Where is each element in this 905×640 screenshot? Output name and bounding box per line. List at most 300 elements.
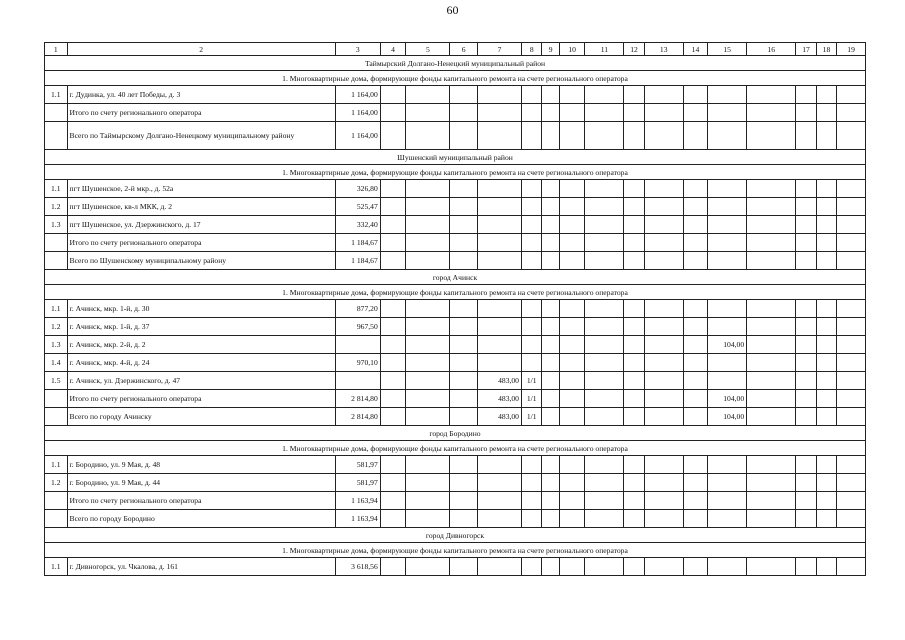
cell-col-17 [796,180,816,198]
row-address: г. Ачинск, мкр. 1-й, д. 30 [67,300,335,318]
row-col-8-value [521,252,541,270]
table-row [45,336,866,354]
row-col-7-value [477,474,521,492]
column-header-11: 11 [585,43,624,56]
cell-col-13 [644,318,683,336]
cell-col-5 [406,336,450,354]
cell-col-14 [683,122,708,150]
cell-col-6 [450,180,478,198]
cell-col-11 [585,354,624,372]
section-subtitle: 1. Многоквартирные дома, формирующие фонды капитального ремонта на счете регионального оператора [45,441,866,456]
table-row [45,510,866,528]
row-col-15-value [708,86,747,104]
cell-col-10 [559,234,585,252]
cell-col-6 [450,456,478,474]
table-row [45,474,866,492]
row-col-7-value [477,198,521,216]
cell-col-10 [559,492,585,510]
cell-col-17 [796,492,816,510]
cell-col-11 [585,558,624,576]
cell-col-14 [683,558,708,576]
cell-col-16 [747,198,796,216]
cell-col-6 [450,390,478,408]
cell-col-19 [837,408,866,426]
cell-col-10 [559,180,585,198]
row-address: Всего по Таймырскому Долгано-Ненецкому муниципальному району [67,122,335,150]
cell-col-12 [624,408,644,426]
row-amount: 1 164,00 [335,122,380,150]
row-amount: 326,80 [335,180,380,198]
row-col-15-value [708,234,747,252]
cell-col-17 [796,198,816,216]
column-header-5: 5 [406,43,450,56]
cell-col-11 [585,252,624,270]
cell-col-13 [644,456,683,474]
cell-col-9 [542,456,559,474]
cell-col-12 [624,180,644,198]
cell-col-5 [406,408,450,426]
cell-col-19 [837,372,866,390]
cell-col-4 [380,234,406,252]
cell-col-9 [542,234,559,252]
row-number: 1.1 [45,180,68,198]
cell-col-14 [683,354,708,372]
section-subtitle-row [45,441,866,456]
row-col-8-value [521,180,541,198]
row-col-15-value [708,252,747,270]
section-title-row [45,150,866,165]
row-col-8-value [521,456,541,474]
cell-col-16 [747,300,796,318]
section-subtitle: 1. Многоквартирные дома, формирующие фонды капитального ремонта на счете регионального оператора [45,165,866,180]
row-col-8-value [521,86,541,104]
cell-col-4 [380,122,406,150]
row-address: пгт Шушенское, 2-й мкр., д. 52а [67,180,335,198]
cell-col-9 [542,300,559,318]
cell-col-6 [450,408,478,426]
row-number: 1.2 [45,318,68,336]
cell-col-13 [644,300,683,318]
row-col-7-value: 483,00 [477,390,521,408]
row-col-7-value [477,104,521,122]
cell-col-17 [796,318,816,336]
cell-col-4 [380,180,406,198]
row-amount: 1 163,94 [335,510,380,528]
cell-col-4 [380,456,406,474]
cell-col-17 [796,372,816,390]
row-col-15-value [708,354,747,372]
row-col-8-value [521,104,541,122]
cell-col-13 [644,390,683,408]
row-address: Всего по городу Бородино [67,510,335,528]
column-header-14: 14 [683,43,708,56]
row-col-15-value [708,216,747,234]
row-number: 1.4 [45,354,68,372]
column-header-19: 19 [837,43,866,56]
row-number: 1.1 [45,86,68,104]
cell-col-10 [559,408,585,426]
cell-col-12 [624,474,644,492]
table-row [45,390,866,408]
row-number: 1.3 [45,216,68,234]
cell-col-6 [450,474,478,492]
cell-col-14 [683,198,708,216]
cell-col-12 [624,456,644,474]
cell-col-18 [816,104,836,122]
cell-col-16 [747,474,796,492]
cell-col-17 [796,216,816,234]
cell-col-4 [380,216,406,234]
cell-col-19 [837,474,866,492]
section-title: город Бородино [45,426,866,441]
column-header-3: 3 [335,43,380,56]
row-number: 1.2 [45,198,68,216]
row-amount: 1 184,67 [335,234,380,252]
cell-col-6 [450,234,478,252]
cell-col-10 [559,372,585,390]
table-row [45,558,866,576]
section-subtitle-row [45,285,866,300]
cell-col-19 [837,558,866,576]
cell-col-13 [644,198,683,216]
row-number: 1.2 [45,474,68,492]
cell-col-13 [644,104,683,122]
cell-col-18 [816,234,836,252]
cell-col-10 [559,456,585,474]
cell-col-4 [380,390,406,408]
cell-col-13 [644,354,683,372]
column-header-17: 17 [796,43,816,56]
cell-col-10 [559,318,585,336]
cell-col-19 [837,86,866,104]
cell-col-9 [542,558,559,576]
cell-col-19 [837,456,866,474]
table-row [45,354,866,372]
row-amount: 3 618,56 [335,558,380,576]
section-subtitle: 1. Многоквартирные дома, формирующие фонды капитального ремонта на счете регионального оператора [45,543,866,558]
cell-col-16 [747,318,796,336]
row-address: г. Ачинск, ул. Дзержинского, д. 47 [67,372,335,390]
cell-col-18 [816,122,836,150]
row-amount: 332,40 [335,216,380,234]
row-col-7-value [477,252,521,270]
cell-col-9 [542,104,559,122]
section-title: город Ачинск [45,270,866,285]
row-col-15-value [708,104,747,122]
row-address: Всего по Шушенскому муниципальному району [67,252,335,270]
row-number [45,122,68,150]
cell-col-18 [816,408,836,426]
cell-col-19 [837,510,866,528]
section-title: Шушенский муниципальный район [45,150,866,165]
cell-col-9 [542,390,559,408]
row-col-15-value: 104,00 [708,390,747,408]
cell-col-18 [816,300,836,318]
cell-col-6 [450,86,478,104]
cell-col-17 [796,474,816,492]
cell-col-10 [559,198,585,216]
row-amount [335,336,380,354]
section-subtitle-row [45,543,866,558]
cell-col-14 [683,372,708,390]
column-header-2: 2 [67,43,335,56]
cell-col-13 [644,122,683,150]
cell-col-5 [406,180,450,198]
cell-col-11 [585,510,624,528]
row-col-8-value [521,336,541,354]
cell-col-9 [542,216,559,234]
cell-col-11 [585,390,624,408]
row-number [45,510,68,528]
cell-col-4 [380,558,406,576]
row-col-7-value [477,510,521,528]
row-col-8-value [521,122,541,150]
row-col-7-value [477,336,521,354]
cell-col-14 [683,492,708,510]
cell-col-11 [585,474,624,492]
cell-col-10 [559,390,585,408]
cell-col-19 [837,336,866,354]
row-amount: 2 814,80 [335,408,380,426]
cell-col-14 [683,474,708,492]
row-number [45,408,68,426]
cell-col-19 [837,318,866,336]
cell-col-12 [624,318,644,336]
cell-col-12 [624,86,644,104]
row-col-15-value [708,122,747,150]
row-address: Итого по счету регионального оператора [67,234,335,252]
cell-col-5 [406,492,450,510]
row-number [45,390,68,408]
cell-col-12 [624,300,644,318]
row-number: 1.1 [45,558,68,576]
cell-col-4 [380,300,406,318]
cell-col-10 [559,510,585,528]
row-number: 1.1 [45,300,68,318]
row-number [45,492,68,510]
cell-col-5 [406,252,450,270]
cell-col-18 [816,474,836,492]
column-header-7: 7 [477,43,521,56]
row-address: г. Ачинск, мкр. 4-й, д. 24 [67,354,335,372]
row-col-15-value: 104,00 [708,336,747,354]
cell-col-13 [644,510,683,528]
row-address: г. Дивногорск, ул. Чкалова, д. 161 [67,558,335,576]
cell-col-14 [683,234,708,252]
cell-col-11 [585,104,624,122]
cell-col-9 [542,474,559,492]
row-col-7-value: 483,00 [477,408,521,426]
cell-col-9 [542,372,559,390]
row-col-7-value [477,122,521,150]
cell-col-16 [747,122,796,150]
section-title-row [45,528,866,543]
cell-col-18 [816,198,836,216]
row-col-7-value: 483,00 [477,372,521,390]
cell-col-18 [816,336,836,354]
cell-col-13 [644,558,683,576]
cell-col-13 [644,216,683,234]
column-header-12: 12 [624,43,644,56]
cell-col-4 [380,198,406,216]
row-col-8-value [521,234,541,252]
cell-col-10 [559,336,585,354]
row-col-7-value [477,354,521,372]
cell-col-6 [450,252,478,270]
cell-col-10 [559,122,585,150]
cell-col-16 [747,558,796,576]
cell-col-17 [796,558,816,576]
cell-col-16 [747,510,796,528]
row-col-8-value: 1/1 [521,390,541,408]
row-amount: 581,97 [335,456,380,474]
row-col-8-value: 1/1 [521,372,541,390]
cell-col-5 [406,300,450,318]
row-address: пгт Шушенское, ул. Дзержинского, д. 17 [67,216,335,234]
cell-col-13 [644,252,683,270]
cell-col-12 [624,198,644,216]
section-title: город Дивногорск [45,528,866,543]
cell-col-11 [585,336,624,354]
row-col-8-value: 1/1 [521,408,541,426]
cell-col-17 [796,510,816,528]
cell-col-5 [406,234,450,252]
cell-col-13 [644,234,683,252]
table-row [45,408,866,426]
cell-col-14 [683,510,708,528]
cell-col-18 [816,558,836,576]
cell-col-14 [683,252,708,270]
cell-col-9 [542,336,559,354]
cell-col-18 [816,318,836,336]
table-row [45,492,866,510]
row-amount: 1 164,00 [335,86,380,104]
cell-col-19 [837,122,866,150]
row-col-7-value [477,180,521,198]
cell-col-11 [585,300,624,318]
cell-col-4 [380,372,406,390]
column-header-15: 15 [708,43,747,56]
row-col-7-value [477,492,521,510]
cell-col-12 [624,372,644,390]
cell-col-6 [450,492,478,510]
row-col-15-value [708,492,747,510]
cell-col-14 [683,300,708,318]
row-col-15-value [708,558,747,576]
section-title-row [45,56,866,71]
cell-col-18 [816,216,836,234]
cell-col-13 [644,492,683,510]
cell-col-5 [406,216,450,234]
row-number: 1.5 [45,372,68,390]
cell-col-11 [585,86,624,104]
column-header-10: 10 [559,43,585,56]
column-header-16: 16 [747,43,796,56]
section-subtitle-row [45,165,866,180]
cell-col-6 [450,318,478,336]
page-number: 60 [446,3,459,17]
row-col-8-value [521,300,541,318]
section-subtitle: 1. Многоквартирные дома, формирующие фонды капитального ремонта на счете регионального оператора [45,285,866,300]
row-col-15-value [708,474,747,492]
cell-col-9 [542,180,559,198]
cell-col-14 [683,318,708,336]
row-address: г. Ачинск, мкр. 2-й, д. 2 [67,336,335,354]
cell-col-16 [747,372,796,390]
cell-col-5 [406,510,450,528]
row-address: г. Ачинск, мкр. 1-й, д. 37 [67,318,335,336]
cell-col-11 [585,122,624,150]
cell-col-10 [559,86,585,104]
row-col-7-value [477,558,521,576]
cell-col-18 [816,492,836,510]
cell-col-18 [816,510,836,528]
row-col-8-value [521,492,541,510]
cell-col-9 [542,354,559,372]
column-header-1: 1 [45,43,68,56]
row-amount: 525,47 [335,198,380,216]
column-header-13: 13 [644,43,683,56]
cell-col-19 [837,300,866,318]
cell-col-5 [406,86,450,104]
cell-col-16 [747,252,796,270]
row-col-8-value [521,318,541,336]
row-address: Всего по городу Ачинску [67,408,335,426]
cell-col-18 [816,372,836,390]
cell-col-13 [644,474,683,492]
cell-col-4 [380,474,406,492]
cell-col-13 [644,180,683,198]
cell-col-18 [816,354,836,372]
cell-col-19 [837,180,866,198]
cell-col-18 [816,390,836,408]
row-col-7-value [477,318,521,336]
cell-col-13 [644,408,683,426]
cell-col-11 [585,456,624,474]
cell-col-16 [747,104,796,122]
cell-col-9 [542,198,559,216]
row-col-15-value [708,456,747,474]
cell-col-11 [585,180,624,198]
cell-col-16 [747,492,796,510]
row-amount: 1 163,94 [335,492,380,510]
row-col-15-value [708,510,747,528]
row-col-8-value [521,354,541,372]
cell-col-5 [406,198,450,216]
cell-col-18 [816,252,836,270]
cell-col-5 [406,318,450,336]
cell-col-5 [406,558,450,576]
row-address: г. Бородино, ул. 9 Мая, д. 44 [67,474,335,492]
row-amount: 877,20 [335,300,380,318]
table-row [45,86,866,104]
cell-col-11 [585,318,624,336]
row-amount [335,372,380,390]
section-title-row [45,270,866,285]
cell-col-17 [796,408,816,426]
cell-col-6 [450,216,478,234]
row-number [45,252,68,270]
cell-col-5 [406,104,450,122]
row-col-7-value [477,216,521,234]
row-address: Итого по счету регионального оператора [67,492,335,510]
cell-col-12 [624,104,644,122]
cell-col-19 [837,216,866,234]
cell-col-19 [837,198,866,216]
cell-col-12 [624,558,644,576]
cell-col-9 [542,510,559,528]
cell-col-14 [683,408,708,426]
